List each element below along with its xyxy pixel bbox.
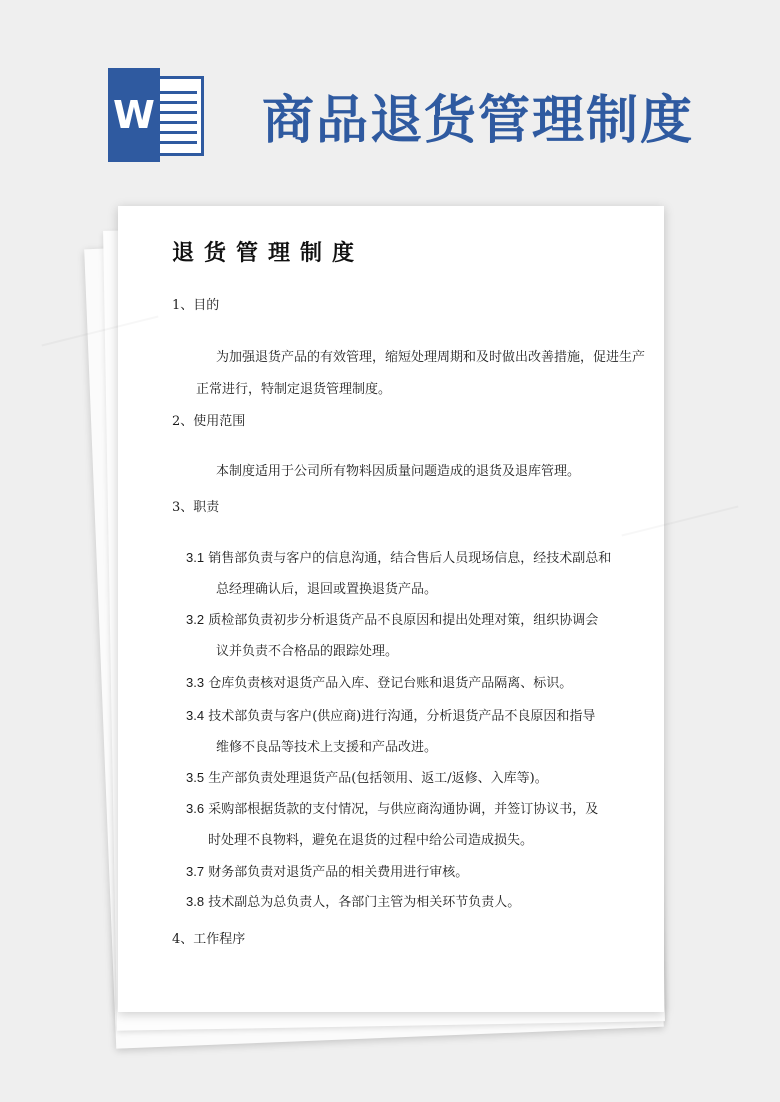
duty-item-3-1-cont: 总经理确认后，退回或置换退货产品。: [216, 582, 438, 597]
duty-item-3-7: 3.7 财务部负责对退货产品的相关费用进行审核。: [186, 864, 469, 880]
word-document-icon: [108, 68, 208, 162]
document-page: [118, 206, 664, 1012]
duty-item-3-4-cont: 维修不良品等技术上支援和产品改进。: [216, 740, 438, 755]
duty-item-3-6: 3.6 采购部根据货款的支付情况，与供应商沟通协调，并签订协议书，及: [186, 801, 599, 817]
duty-item-3-4: 3.4 技术部负责与客户(供应商)进行沟通，分析退货产品不良原因和指导: [186, 708, 596, 724]
duty-item-3-1: 3.1 销售部负责与客户的信息沟通，结合售后人员现场信息，经技术副总和: [186, 550, 612, 566]
purpose-text-line-2: 正常进行，特制定退货管理制度。: [196, 382, 392, 397]
duty-item-3-6-cont: 时处理不良物料，避免在退货的过程中给公司造成损失。: [208, 833, 534, 848]
section-heading-duties: 3、职责: [172, 500, 220, 515]
banner-title: 商品退货管理制度: [262, 91, 695, 151]
duty-item-3-2-cont: 议并负责不合格品的跟踪处理。: [216, 644, 399, 659]
section-heading-scope: 2、使用范围: [172, 414, 246, 429]
section-heading-procedure: 4、工作程序: [172, 932, 246, 947]
duty-item-3-5: 3.5 生产部负责处理退货产品(包括领用、返工/返修、入库等)。: [186, 770, 548, 786]
duty-item-3-2: 3.2 质检部负责初步分析退货产品不良原因和提出处理对策，组织协调会: [186, 612, 599, 628]
word-letter-badge: W: [108, 68, 160, 162]
duty-item-3-8: 3.8 技术副总为总负责人，各部门主管为相关环节负责人。: [186, 894, 521, 910]
section-heading-purpose: 1、目的: [172, 298, 220, 313]
scope-text: 本制度适用于公司所有物料因质量问题造成的退货及退库管理。: [216, 464, 581, 479]
duty-item-3-3: 3.3 仓库负责核对退货产品入库、登记台账和退货产品隔离、标识。: [186, 675, 573, 691]
document-title: 退货管理制度: [172, 240, 365, 266]
purpose-text-line-1: 为加强退货产品的有效管理，缩短处理周期和及时做出改善措施，促进生产: [216, 350, 646, 365]
